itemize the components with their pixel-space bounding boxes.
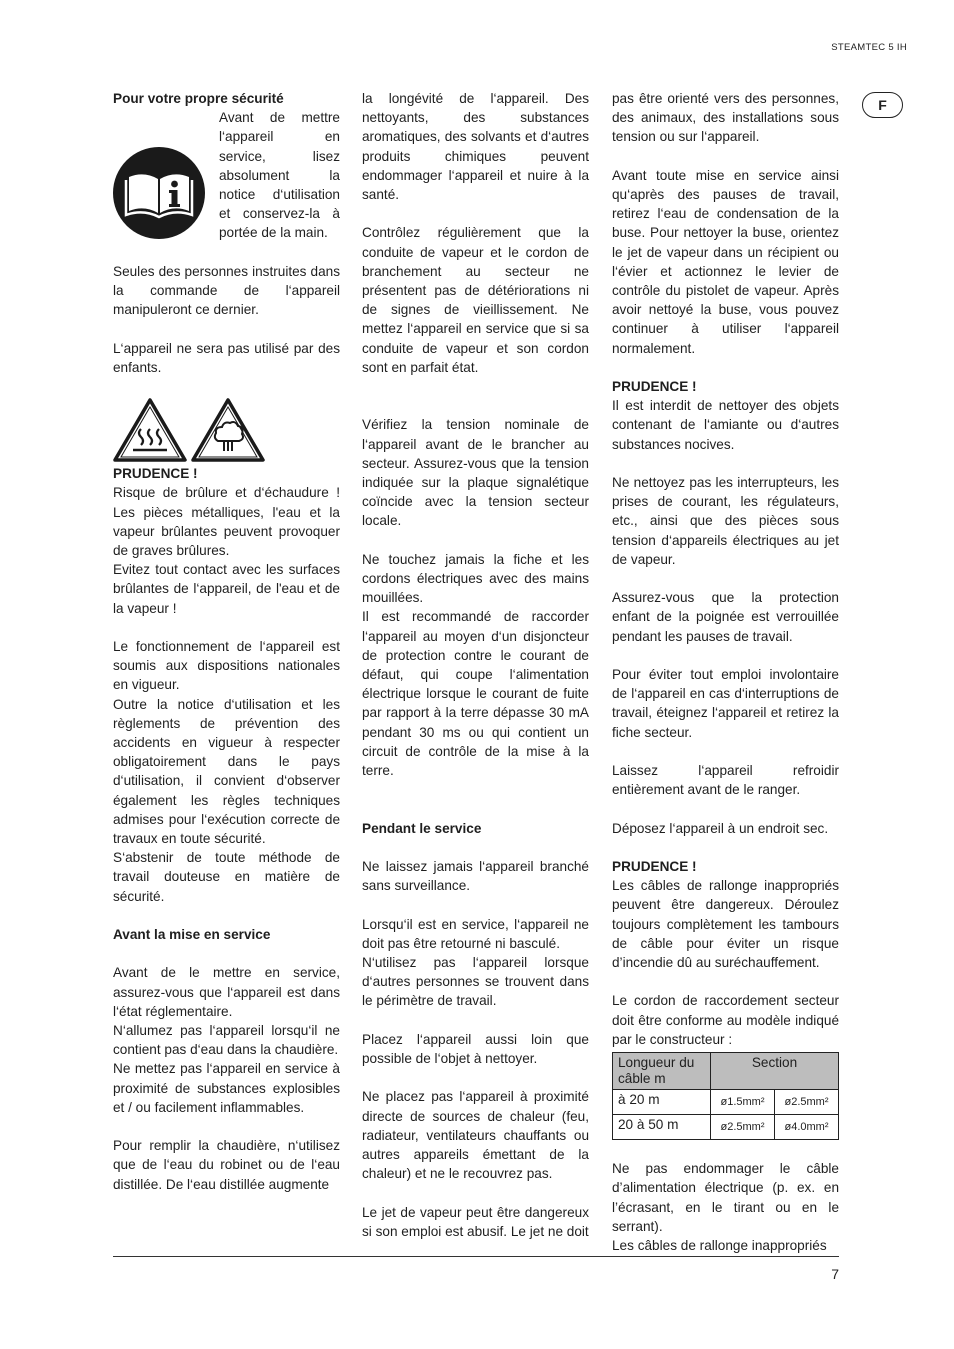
hot-surface-warning-icon	[113, 397, 187, 463]
text-power-cord: Le cordon de raccordement secteur doit être conforme au modèle indiqué par le constructeur :	[612, 993, 839, 1047]
text-no-water: N‘allumez pas l‘appareil lorsqu‘il ne contient pas d‘eau dans la chaudière.	[113, 1023, 340, 1058]
text-condensation: Avant toute mise en service ainsi qu‘après des pauses de travail, retirez l‘eau de condensation de la buse. Pour nettoyer la buse, orientez le jet de vapeur dans un récipient ou l‘évier et actionnez le levier de contrôle du pistolet de vapeur. Après avoir nettoyé la buse, vous pouvez continuer à utiliser l‘appareil normalement.	[612, 167, 839, 356]
text-extension-cables-2: Les câbles de rallonge inappropriés	[612, 1238, 827, 1254]
prudence-label: PRUDENCE !	[113, 466, 198, 482]
table-cell: ø4.0mm²	[775, 1115, 839, 1140]
text-extension-cables: Les câbles de rallonge inappropriés peuvent être dangereux. Déroulez toujours complètement les tambours de câble pour éviter un risque d’incendie dû au suréchauffement.	[612, 878, 839, 971]
column-2	[362, 89, 589, 1241]
text-check-voltage: Vérifiez la tension nominale de l‘appareil avant de le brancher au secteur. Assurez-vous que la tension indiquée sur la plaque signalétique coïncide avec la tension secteur locale.	[362, 417, 589, 529]
table-header-length: Longueur du câble m	[613, 1053, 711, 1090]
text-wet-hands: Ne touchez jamais la fiche et les cordons électriques avec des mains mouillées.	[362, 551, 589, 606]
table-cell: 20 à 50 m	[613, 1115, 711, 1140]
column-1	[113, 89, 340, 1194]
table-row	[613, 1090, 839, 1115]
text-no-children: L‘appareil ne sera pas utilisé par des enfants.	[113, 340, 340, 375]
text-unplug: Pour éviter tout emploi involontaire de l‘appareil en cas d‘interruptions de travail, éteignez l‘appareil et retirez la fiche secteur.	[612, 667, 839, 740]
table-cell: à 20 m	[613, 1090, 711, 1115]
page-number: 7	[831, 1266, 839, 1282]
text-accident-prevention: Outre la notice d‘utilisation et les règlements de prévention des accidents en vigueur à respecter obligatoirement dans le pays d‘utilisation, il convient d‘observer également les règles techniques admises pour l‘exécution correcte de travaux en toute sécurité.	[113, 696, 340, 847]
text-no-tipping: Lorsqu‘il est en service, l‘appareil ne doit pas être retourné ni basculé.	[362, 916, 589, 951]
column-3	[612, 89, 839, 1255]
text-cable-damage: Ne pas endommager le câble d’alimentation électrique (p. ex. en l’écrasant, en le tirant ou en le serrant).	[612, 1161, 839, 1234]
text-place-far: Placez l‘appareil aussi loin que possible de l‘objet à nettoyer.	[362, 1031, 589, 1067]
text-cool-down: Laissez l‘appareil refroidir entièrement avant de le ranger.	[612, 763, 839, 798]
text-heat-sources: Ne placez pas l‘appareil à proximité directe de sources de chaleur (feu, radiateur, ventilateurs chauffants ou autres appareils émettant de la chaleur) et ne le recouvrez pas.	[362, 1089, 589, 1182]
text-circuit-breaker: Il est recommandé de raccorder l‘appareil au moyen d‘un disjoncteur de protection contre le courant de défaut, qui coupe l‘alimentation électrique lorsque le courant de fuite par rapport à la terre dépasse 30 mA pendant 30 ms ou qui contient un circuit de contrôle de la mise à la terre.	[362, 609, 589, 779]
text-other-persons: N‘utilisez pas l‘appareil lorsque d‘autres personnes se trouvent dans le périmètre de travail.	[362, 955, 589, 1009]
text-burn-risk: Risque de brûlure et d‘échaudure ! Les pièces métalliques, l'eau et la vapeur brûlantes peuvent provoquer de graves brûlures.	[113, 485, 340, 559]
text-avoid-contact: Evitez tout contact avec les surfaces brûlantes de l‘appareil, de l'eau et de la vapeur !	[113, 562, 340, 616]
heading-during-use: Pendant le service	[362, 820, 482, 836]
prudence-label: PRUDENCE !	[612, 859, 697, 874]
text-check-condition: Avant de le mettre en service, assurez-vous que l‘appareil est dans l‘état réglementaire.	[113, 965, 340, 1019]
text-fill-boiler: Pour remplir la chaudière, n‘utilisez que de l‘eau du robinet ou de l‘eau distillée. De l‘eau distillée augmente	[113, 1138, 340, 1192]
text-child-lock: Assurez-vous que la protection enfant de la poignée est verrouillée pendant les pauses de travail.	[612, 590, 839, 644]
text-trained-persons: Seules des personnes instruites dans la commande de l‘appareil manipuleront ce dernier.	[113, 263, 340, 318]
text-longevity: la longévité de l‘appareil. Des nettoyants, des substances aromatiques, des solvants et d‘autres produits chimiques peuvent endommager l‘appareil et nuire à la santé.	[362, 91, 589, 203]
text-unattended: Ne laissez jamais l‘appareil branché sans surveillance.	[362, 859, 589, 894]
table-row	[613, 1053, 839, 1090]
table-row	[613, 1115, 839, 1140]
header-model: STEAMTEC 5 IH	[831, 42, 907, 53]
text-jet-orientation: pas être orienté vers des personnes, des animaux, des installations sous tension ou sur l‘appareil.	[612, 91, 839, 145]
safety-read-manual-text: Avant de mettre l‘appareil en service, lisez absolument la notice d‘utilisation et conservez-la à portée de la main.	[219, 110, 340, 241]
text-national-rules: Le fonctionnement de l‘appareil est soumis aux dispositions nationales en vigueur.	[113, 639, 340, 693]
text-asbestos: Il est interdit de nettoyer des objets contenant de l‘amiante ou d‘autres substances nocives.	[612, 398, 839, 452]
language-badge: F	[862, 92, 903, 118]
footer-rule	[113, 1256, 839, 1257]
text-explosive-substances: Ne mettez pas l‘appareil en service à proximité de substances explosibles et / ou facilement inflammables.	[113, 1061, 340, 1115]
table-cell: ø1.5mm²	[711, 1090, 775, 1115]
cable-section-table	[612, 1052, 839, 1140]
heading-before-use: Avant la mise en service	[113, 927, 271, 943]
text-switches: Ne nettoyez pas les interrupteurs, les prises de courant, les régulateurs, etc., ainsi que des pièces sous tension d‘appareils électriques au jet de vapeur.	[612, 475, 839, 567]
text-avoid-dubious-methods: S‘abstenir de toute méthode de travail douteuse en matière de sécurité.	[113, 850, 340, 904]
table-header-section: Section	[711, 1053, 839, 1090]
text-steam-jet: Le jet de vapeur peut être dangereux si son emploi est abusif. Le jet ne doit	[362, 1204, 589, 1239]
table-cell: ø2.5mm²	[775, 1090, 839, 1115]
text-check-cords: Contrôlez régulièrement que la conduite de vapeur et le cordon de branchement au secteur ne présentent pas de détériorations ni de signes de vieillissement. Ne mettez l‘appareil en service que si sa conduite de vapeur et son cordon sont en parfait état.	[362, 225, 589, 375]
text-dry-place: Déposez l‘appareil à un endroit sec.	[612, 820, 829, 836]
heading-safety: Pour votre propre sécurité	[113, 91, 284, 106]
manual-info-icon	[113, 147, 205, 239]
prudence-label: PRUDENCE !	[612, 379, 697, 395]
hot-steam-warning-icon	[191, 397, 265, 463]
table-cell: ø2.5mm²	[711, 1115, 775, 1140]
warning-icons	[113, 396, 340, 463]
